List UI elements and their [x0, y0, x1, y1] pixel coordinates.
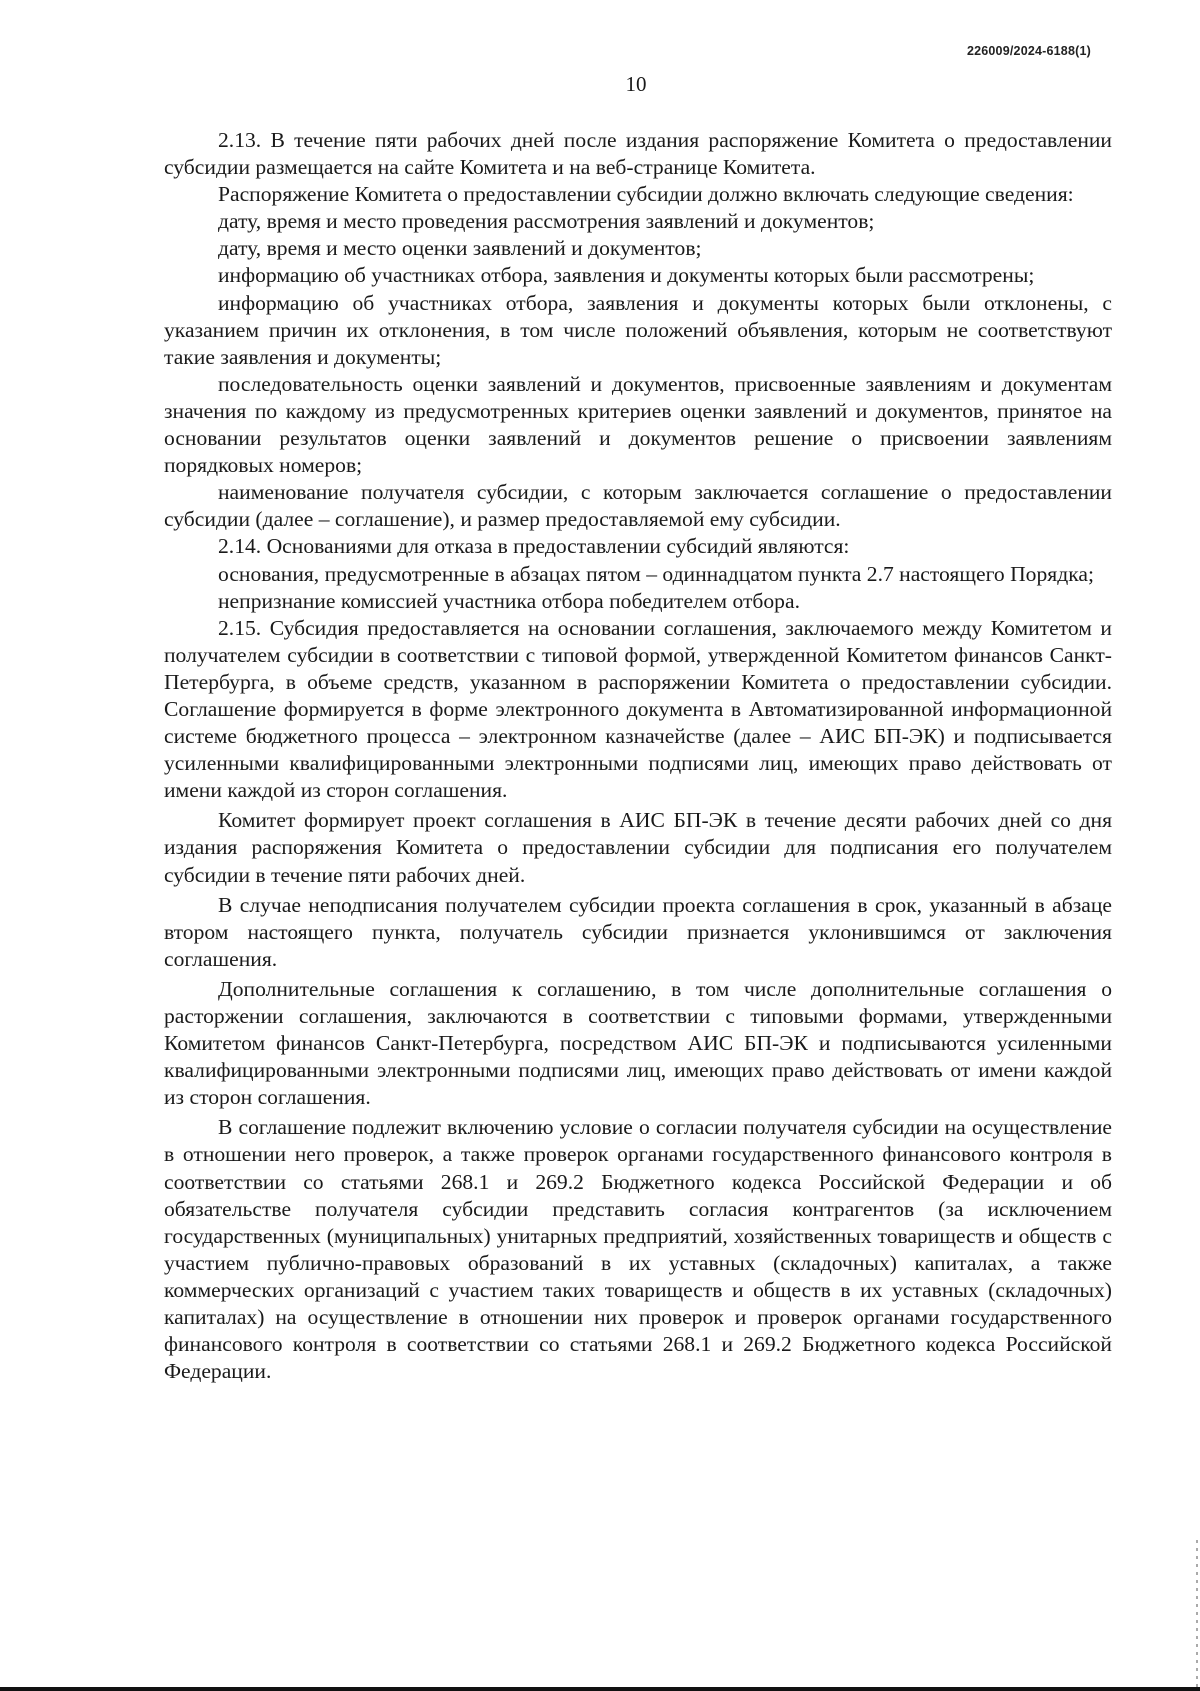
list-item-evaluation-sequence: последовательность оценки заявлений и документов, присвоенные заявлениям и документам значения по каждому из предусмотренных критериев оценки заявлений и документов, принятое на основании результатов оценки заявлений и документов решение о присвоении заявлениям порядковых номеров; — [164, 371, 1112, 478]
scan-bottom-border — [0, 1687, 1200, 1691]
paragraph-2-13: 2.13. В течение пяти рабочих дней после издания распоряжение Комитета о предоставлении субсидии размещается на сайте Комитета и на веб-странице Комитета. — [164, 128, 1112, 180]
paragraph-order-content-intro: Распоряжение Комитета о предоставлении субсидии должно включать следующие сведения: — [218, 182, 1074, 207]
paragraph-additional-agreements: Дополнительные соглашения к соглашению, в том числе дополнительные соглашения о расторжении соглашения, заключаются в соответствии с типовыми формами, утвержденными Комитетом финансов Санкт-Петербурга, посредством АИС БП-ЭК и подписываются усиленными квалифицированными электронными подписями лиц, имеющих право действовать от имени каждой из сторон соглашения. — [164, 976, 1112, 1110]
paragraph-unsigned-agreement: В случае неподписания получателем субсидии проекта соглашения в срок, указанный в абзаце втором настоящего пункта, получатель субсидии признается уклонившимся от заключения соглашения. — [164, 892, 1112, 971]
list-item-review-date: дату, время и место проведения рассмотрения заявлений и документов; — [218, 209, 875, 234]
list-item-recipient-name: наименование получателя субсидии, с которым заключается соглашение о предоставлении субсидии (далее – соглашение), и размер предоставляемой ему субсидии. — [164, 480, 1112, 532]
paragraph-2-15: 2.15. Субсидия предоставляется на основании соглашения, заключаемого между Комитетом и получателем субсидии в соответствии с типовой формой, утвержденной Комитетом финансов Санкт-Петербурга, в объеме средств, указанном в распоряжении Комитета о предоставлении субсидии. Соглашение формируется в форме электронного документа в Автоматизированной информационной системе бюджетного процесса – электронном казначействе (далее – АИС БП-ЭК) и подписывается усиленными квалифицированными электронными подписями лиц, имеющих право действовать от имени каждой из сторон соглашения. — [164, 615, 1112, 803]
page-number: 10 — [625, 72, 647, 96]
document-registration-number: 226009/2024-6188(1) — [966, 44, 1091, 58]
list-item-reviewed-participants: информацию об участниках отбора, заявления и документы которых были рассмотрены; — [218, 263, 1035, 288]
scan-edge-artifact — [1196, 1540, 1198, 1690]
list-item-refusal-grounds: основания, предусмотренные в абзацах пятом – одиннадцатом пункта 2.7 настоящего Порядка; — [218, 561, 1094, 586]
paragraph-inspection-consent: В соглашение подлежит включению условие о согласии получателя субсидии на осуществление в отношении него проверок, а также проверок органами государственного финансового контроля в соответствии со статьями 268.1 и 269.2 Бюджетного кодекса Российской Федерации и об обязательстве получателя субсидии представить согласия контрагентов (за исключением государственных (муниципальных) унитарных предприятий, хозяйственных товариществ и обществ с участием публично-правовых образований в их уставных (складочных) капиталах, а также коммерческих организаций с участием таких товариществ и обществ в их уставных (складочных) капиталах) на осуществление в отношении них проверок и проверок органами государственного финансового контроля в соответствии со статьями 268.1 и 269.2 Бюджетного кодекса Российской Федерации. — [164, 1115, 1112, 1384]
paragraph-2-14: 2.14. Основаниями для отказа в предоставлении субсидий являются: — [218, 534, 850, 559]
list-item-evaluation-date: дату, время и место оценки заявлений и документов; — [218, 236, 702, 261]
paragraph-draft-agreement: Комитет формирует проект соглашения в АИС БП-ЭК в течение десяти рабочих дней со дня издания распоряжения Комитета о предоставлении субсидии для подписания его получателем субсидии в течение пяти рабочих дней. — [164, 808, 1112, 887]
list-item-rejected-participants: информацию об участниках отбора, заявления и документы которых были отклонены, с указанием причин их отклонения, в том числе положений объявления, которым не соответствуют такие заявления и документы; — [164, 290, 1112, 369]
list-item-not-winner: непризнание комиссией участника отбора победителем отбора. — [218, 588, 800, 613]
document-body — [164, 127, 1112, 1385]
